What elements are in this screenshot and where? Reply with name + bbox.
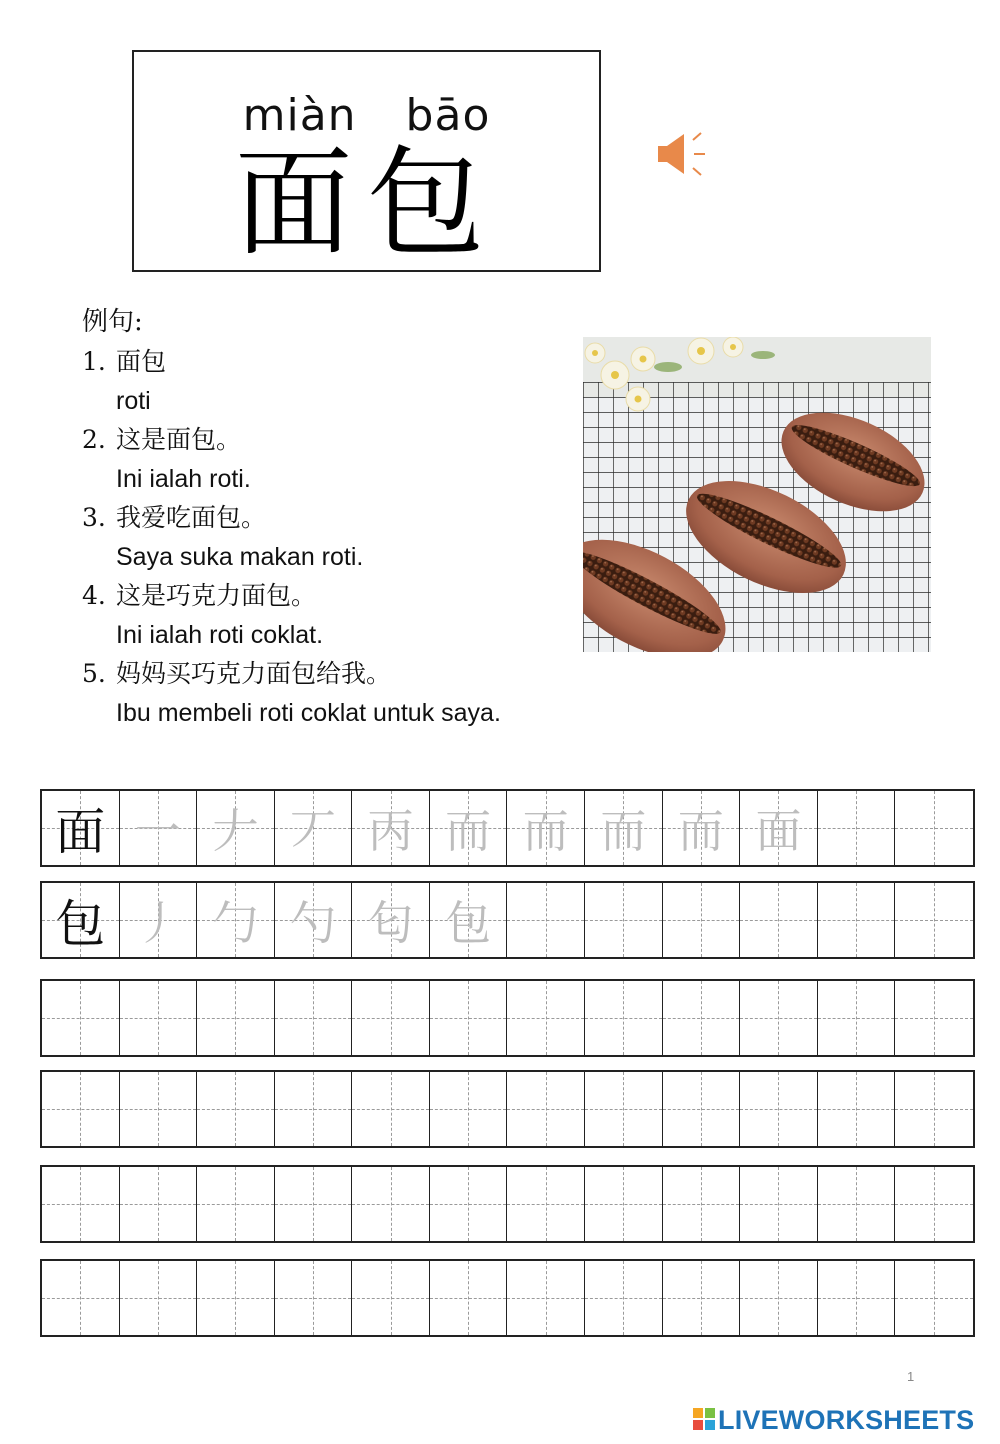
writing-cell[interactable] (42, 1261, 120, 1335)
example-malay: Ibu membeli roti coklat untuk saya. (116, 699, 501, 727)
writing-cell[interactable] (895, 1072, 973, 1146)
writing-cell[interactable] (895, 1261, 973, 1335)
stroke-order-character: 而 (445, 804, 492, 858)
practice-row-blank (40, 1165, 975, 1243)
stroke-order-character: 丿 (134, 896, 181, 950)
writing-cell[interactable] (352, 1261, 430, 1335)
writing-cell[interactable] (663, 1072, 741, 1146)
writing-cell[interactable] (120, 1261, 198, 1335)
writing-cell[interactable] (818, 981, 896, 1055)
writing-cell[interactable] (818, 791, 896, 865)
writing-cell[interactable] (507, 1261, 585, 1335)
writing-cell[interactable] (352, 883, 430, 957)
example-number: 3. (82, 503, 106, 532)
example-chinese: 我爱吃面包。 (116, 503, 267, 532)
example-malay: Ini ialah roti. (116, 465, 251, 493)
writing-cell[interactable] (507, 1072, 585, 1146)
stroke-order-character: 一 (134, 804, 181, 858)
writing-cell[interactable] (430, 981, 508, 1055)
model-character-cell (42, 883, 120, 957)
example-malay: roti (116, 387, 151, 415)
writing-cell[interactable] (352, 1072, 430, 1146)
stroke-order-character: 面 (755, 804, 802, 858)
writing-cell[interactable] (275, 883, 353, 957)
word-hanzi: 面包 (234, 134, 499, 272)
writing-cell[interactable] (507, 981, 585, 1055)
example-sentences (82, 302, 642, 732)
chocolate-bread-photo (583, 337, 931, 652)
writing-cell[interactable] (120, 791, 198, 865)
writing-cell[interactable] (818, 1261, 896, 1335)
example-heading: 例句: (82, 307, 143, 337)
writing-cell[interactable] (585, 1167, 663, 1241)
example-item (82, 342, 642, 420)
writing-cell[interactable] (818, 883, 896, 957)
writing-cell[interactable] (120, 1072, 198, 1146)
example-chinese: 这是面包。 (116, 425, 242, 454)
example-number: 4. (82, 581, 106, 610)
model-character-cell (42, 791, 120, 865)
liveworksheets-logo[interactable] (693, 1404, 974, 1436)
practice-row-blank (40, 1070, 975, 1148)
writing-cell[interactable] (740, 981, 818, 1055)
writing-cell[interactable] (275, 1261, 353, 1335)
writing-cell[interactable] (197, 1261, 275, 1335)
writing-cell[interactable] (818, 1072, 896, 1146)
writing-cell[interactable] (663, 1167, 741, 1241)
writing-cell[interactable] (507, 1167, 585, 1241)
writing-cell[interactable] (585, 1072, 663, 1146)
writing-cell[interactable] (663, 1261, 741, 1335)
word-card (132, 50, 601, 272)
practice-row-blank (40, 1259, 975, 1337)
writing-cell[interactable] (352, 981, 430, 1055)
example-item (82, 498, 642, 576)
practice-row-blank (40, 979, 975, 1057)
writing-cell[interactable] (197, 883, 275, 957)
writing-cell[interactable] (740, 1072, 818, 1146)
stroke-order-character: 勹 (212, 896, 259, 950)
writing-cell[interactable] (740, 1167, 818, 1241)
writing-cell[interactable] (275, 981, 353, 1055)
writing-cell[interactable] (663, 883, 741, 957)
writing-cell[interactable] (120, 1167, 198, 1241)
stroke-order-character: 𠂇 (212, 804, 259, 858)
writing-cell[interactable] (42, 981, 120, 1055)
stroke-order-character: 匂 (367, 896, 414, 950)
writing-cell[interactable] (275, 1167, 353, 1241)
example-chinese: 这是巧克力面包。 (116, 581, 317, 610)
writing-cell[interactable] (197, 981, 275, 1055)
example-number: 5. (82, 659, 106, 688)
writing-cell[interactable] (120, 883, 198, 957)
writing-cell[interactable] (507, 883, 585, 957)
writing-cell[interactable] (197, 791, 275, 865)
example-item (82, 654, 642, 732)
example-malay: Saya suka makan roti. (116, 543, 364, 571)
writing-cell[interactable] (585, 791, 663, 865)
stroke-order-character: 丆 (290, 804, 337, 858)
writing-cell[interactable] (42, 1167, 120, 1241)
example-number: 2. (82, 425, 106, 454)
writing-cell[interactable] (197, 1167, 275, 1241)
speaker-icon[interactable] (655, 128, 711, 180)
example-malay: Ini ialah roti coklat. (116, 621, 324, 649)
example-item (82, 420, 642, 498)
writing-cell[interactable] (430, 1261, 508, 1335)
stroke-order-character: 而 (600, 804, 647, 858)
example-chinese: 面包 (116, 347, 167, 376)
writing-cell[interactable] (585, 981, 663, 1055)
practice-row-bao (40, 881, 975, 959)
model-character: 面 (55, 803, 106, 861)
practice-row-mian (40, 789, 975, 867)
writing-cell[interactable] (197, 1072, 275, 1146)
writing-cell[interactable] (663, 791, 741, 865)
writing-cell[interactable] (430, 791, 508, 865)
example-item (82, 576, 642, 654)
writing-cell[interactable] (740, 1261, 818, 1335)
stroke-order-character: 而 (522, 804, 569, 858)
liveworksheets-icon (693, 1408, 715, 1432)
writing-cell[interactable] (507, 791, 585, 865)
page-number: 1 (907, 1369, 915, 1384)
stroke-order-character: 包 (445, 896, 492, 950)
model-character: 包 (55, 895, 106, 953)
writing-cell[interactable] (895, 791, 973, 865)
writing-cell[interactable] (430, 1167, 508, 1241)
writing-cell[interactable] (740, 883, 818, 957)
writing-cell[interactable] (895, 1167, 973, 1241)
stroke-order-character: 勺 (290, 896, 337, 950)
writing-cell[interactable] (430, 1072, 508, 1146)
writing-cell[interactable] (663, 981, 741, 1055)
stroke-order-character: 丙 (367, 804, 414, 858)
brand-name: LIVEWORKSHEETS (718, 1404, 975, 1435)
writing-cell[interactable] (120, 981, 198, 1055)
writing-cell[interactable] (352, 1167, 430, 1241)
writing-cell[interactable] (895, 981, 973, 1055)
writing-cell[interactable] (585, 883, 663, 957)
pinyin-text: miàn bāo (242, 90, 491, 141)
writing-cell[interactable] (818, 1167, 896, 1241)
example-number: 1. (82, 347, 106, 376)
writing-cell[interactable] (740, 791, 818, 865)
writing-cell[interactable] (42, 1072, 120, 1146)
writing-cell[interactable] (352, 791, 430, 865)
example-chinese: 妈妈买巧克力面包给我。 (116, 659, 392, 688)
stroke-order-character: 而 (677, 804, 724, 858)
writing-cell[interactable] (895, 883, 973, 957)
writing-cell[interactable] (275, 791, 353, 865)
writing-cell[interactable] (430, 883, 508, 957)
writing-cell[interactable] (585, 1261, 663, 1335)
writing-cell[interactable] (275, 1072, 353, 1146)
